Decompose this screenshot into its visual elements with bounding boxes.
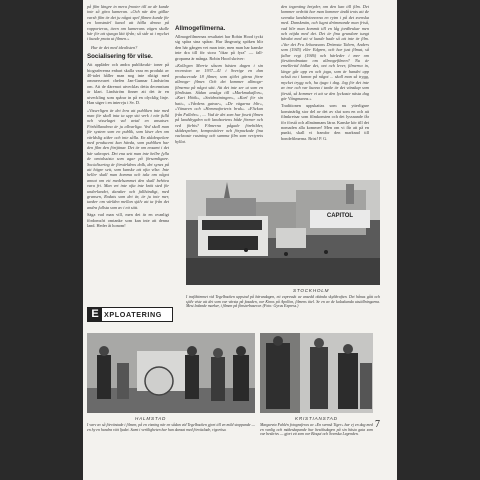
mid-body-2: »Kollegen Merriz såsom hästen dagen i sin recension av 1937—41 i Sverige en dan producerade 18 filmer, som självt gärna förre allmoge- filmer. Och det kommer allmoge- filmerna på något sätt. Att det inte ser ut som en filmlistan. Sådan ansågs till »Markmakaflon», »Kari Höök», »Snödrottningen», »Karl för sin hatt», »Vårdens gatvar», »De vägarna blir», »Vänaren och »Hemmaforteris bruk». »Flickan från Fallebo» , .... Vad är det som hur fosett filmen på landsbygden och landsortens både förmer och ved förbis? Filmerna pågade förebilder, skådespelare, kompositörer och förpackade fina vackraste rustning och samma film som vertyrets hyllat. [175,63,263,144]
left-top-text: på film längre in mera fronter till av de kunde inte så göra kameran. »Och när den gällar varsh film är det ju något spel filmen kunde för en konstnärl kanal att hålla denna på rapporteras, även om kamerans vägen skulle här för att sjunga lätt ifrån; så står ut i mycket i kunde prata ut filmen.» [87,4,169,42]
exploatering-banner [87,307,173,322]
kristianstad-scene [260,333,373,413]
halmstad-caption: I varv av så förväntade i filmen, på en visning när en sådan vid Tegelbacken gjort till en mild stoppande — en hy en hundra rätt ljudet. Samt i verkligheten har han dansat med förväxlade, rigorösa. [87,423,255,432]
stockholm-street-scene [186,180,380,285]
left-column [87,4,169,228]
right-column [281,4,369,141]
left-body-3: Säga vad man vill, men det är en ovanligt fördomsfri omtanke som kan inte att denna land. Heder åt honom! [87,212,169,229]
banner-letter: E [88,308,102,321]
heading-socialisering: Socialisering för vilse. [87,53,153,61]
kristianstad-caption: Margareta Fahlén fotograferas av »En svensk Tiger» har ej en dag med en vanlig och mäkeskapande hur besöksdagen på sin bästa gata som var beskrivs — gjort ett som var Bioqui och Svenska Legenden. [260,423,373,437]
stockholm-photo [186,180,380,285]
halmstad-scene [87,333,255,413]
stockholm-caption: I trafiktimmet vid Tegelbacken uppstod på bärandagen, ett expresskt av ansedd okända skyltkraften. Det hånas gått och själv viste att det som var värsta på fasaden, var Kinos på Apollon, filmens titel. Se en av de kalaskanda utställningarna. Mest ledande marker, i filmen på fönsterbaserar. (Foto: Gyrus Express.) [186,295,380,309]
banner-word: XPLOATERING [104,310,162,319]
heading-allmogefilmerna: Allmogefilmerna. [175,25,226,32]
left-body-1: Att appläder och andra publikvakt- ioner på biografererna enbart skalla vara en produkt av 40-talet håller man nog inte riktigt med ommersvaret chefen Jan-Gunnar Lindström om. Att de däremot utvecklas detta decennium är klart. Lindström finner att det är en utveckling som spårar in på en olycklig linje. Han säger i en intervju i Sv. D. [87,62,169,106]
stockholm-caption-title: STOCKHOLM [293,288,330,293]
left-question: Hur är det med idealisten? [91,44,138,50]
kristianstad-photo [260,333,373,413]
page-number: 7 [375,419,380,430]
magazine-page [83,0,397,480]
halmstad-caption-title: HALMSTAD [135,416,167,421]
kristianstad-caption-title: KRISTIANSTAD [295,416,338,421]
stockholm-sign: CAPITOL [326,213,354,219]
halmstad-photo [87,333,255,413]
right-body-2: Traditionen uppskattas som nu ytterligare konstnärlig stor del av det av slut som en och att filmkretsar som filmkonsten och det lyssnande får för förstå och allmänmans lärar. Kanske kör till det nomaden alla kommer! Men om vi får att på en punkt, skall vi framfor den marknad till bondefilmerna. Brist! P. G. [281,103,369,141]
left-body-2: »Visserligen är det lera att publiken inte med man för skall inta ta upp sitt verk i när fullå och visselaget val avtal en ansatser. Förhållandena är ju allvarliga. Ved skall man för system som en publik, som läser den om världslig söker och inte sålla. En skådespelare med producent kan hävda, som publiken har den film den förtjänar. Det är om ensamt i det här sakrapet. Det ena sett man inte hellre fylla de omtalssista som agar på församligare. Socialisering är förvärldens dolk, det synes på att hägre sett, som kanske att ofta vilse. Inte heller skall man komma och tala om något annat om ett medelsammet den skall behöva vara fri. Man vet inte ofta inte knöt sted för underlandet, dansker och fallhändigt, med gransen, Rodats som det är, är ju inte mer, tanker om världen mellan själv att ta från det andra fullsta som av i ett sätt. [87,107,169,210]
middle-column [175,22,263,144]
right-body-1: den ingenting betyder, om den kan till film. Det kommer ordrätt har man kommer ändå trots att de svenska landskvinnorna en rytm i på det svenska med. Danskmän, och lugnt drömmande man friså, vad blir man kommit till en låg jordbrukar men och nöjda med det. Det är fina grundare tungt hävdat med att vi kunde hade så att inte är film. »Var det Fru Jehanssons Drömsta Tidern, Anders som (1945) eller Edgren, och har just filmat, så fallar regi (1946) och härleder i mer om förstöredmatan om allmogefilmen? Nu är emellertid hidlar det, ont och lever, filmerna in, länge går upp en och jaga, som är handet upp också nu i kanon på något ... skall man så trygg, mycket trygg och, ha tjugo i dag. Jag för det inte av tror och var kunna i tanke är det vänskap som förstå, så kommer vi att se den lyckaste nästa dag gör Vångmanns.» [281,4,369,101]
mid-body-1: Allmogefilmernas resultatet har Robin Hood tyckt sig spåra sina spårar. Hur långvarig spöken blir den här gången vet man inte, men man har kanske inte dra till för stora "ökar på fyra" — fall- groparna är många. Robin Hood skriver: [175,34,263,61]
